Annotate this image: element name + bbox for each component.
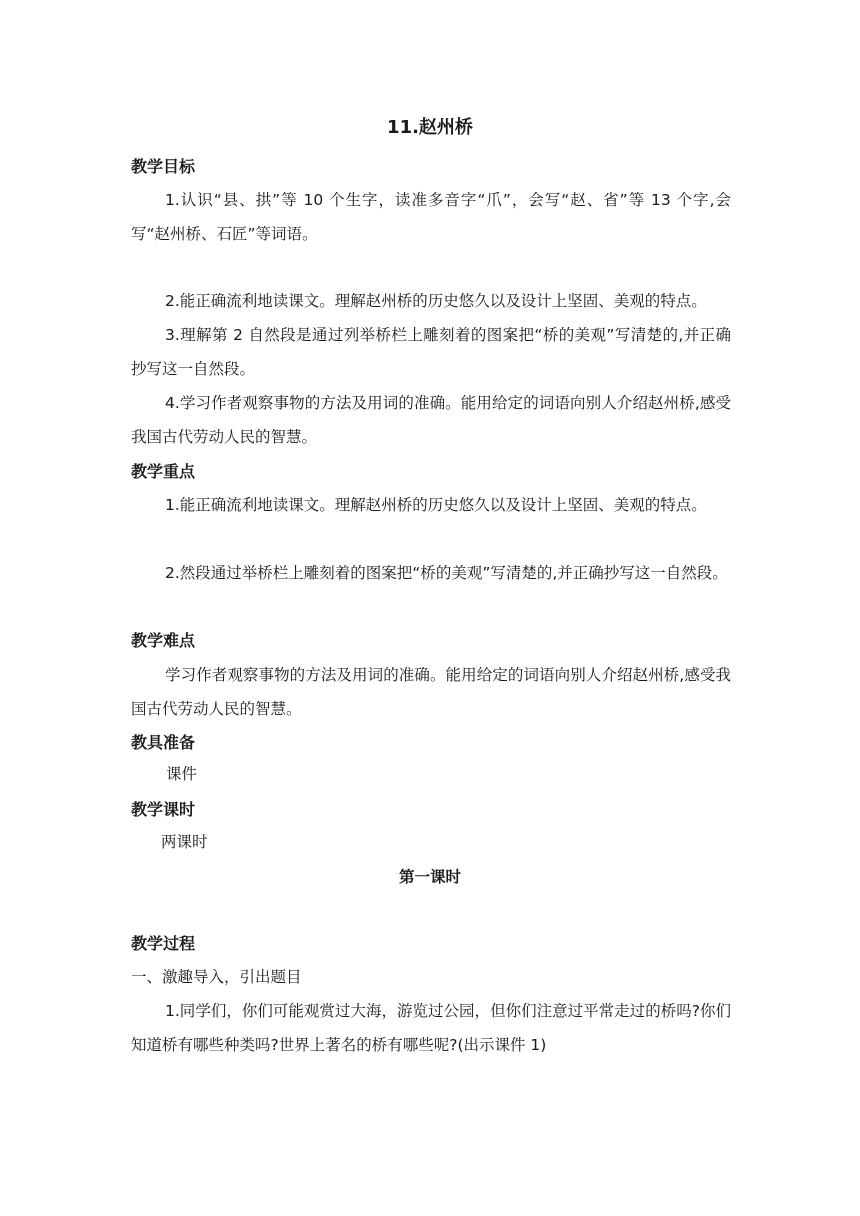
objective-item-2: 2.能正确流利地读课文。理解赵州桥的历史悠久以及设计上坚固、美观的特点。	[165, 292, 707, 310]
document-title: 11.赵州桥	[387, 117, 473, 138]
lesson-title: 第一课时	[398, 868, 461, 886]
process-step-1-item-1: 1.同学们，你们可能观赏过大海，游览过公园，但你们注意过平常走过的桥吗?你们知道桥有哪些种类吗?世界上著名的桥有哪些呢?(出示课件 1)	[131, 1002, 731, 1054]
hours-heading: 教学课时	[131, 800, 196, 819]
materials-heading: 教具准备	[131, 733, 196, 752]
objective-item-4: 4.学习作者观察事物的方法及用词的准确。能用给定的词语向别人介绍赵州桥,感受我国古代劳动人民的智慧。	[131, 394, 731, 446]
objective-item-1: 1.认识“县、拱”等 10 个生字，读准多音字“爪”，会写“赵、省”等 13 个字,会写“赵州桥、石匠”等词语。	[131, 191, 731, 243]
hours-text: 两课时	[161, 833, 208, 851]
materials-text: 课件	[166, 765, 198, 783]
process-step-1-title: 一、激趣导入，引出题目	[131, 968, 302, 986]
process-heading: 教学过程	[131, 934, 196, 953]
objective-item-3: 3.理解第 2 自然段是通过列举桥栏上雕刻着的图案把“桥的美观”写清楚的,并正确抄写这一自然段。	[131, 326, 731, 378]
difficulties-heading: 教学难点	[131, 631, 196, 650]
objectives-heading: 教学目标	[131, 157, 196, 176]
difficulties-text: 学习作者观察事物的方法及用词的准确。能用给定的词语向别人介绍赵州桥,感受我国古代劳动人民的智慧。	[131, 666, 731, 718]
key-points-heading: 教学重点	[131, 462, 196, 481]
key-point-item-1: 1.能正确流利地读课文。理解赵州桥的历史悠久以及设计上坚固、美观的特点。	[165, 496, 707, 514]
key-point-item-2: 2.然段通过举桥栏上雕刻着的图案把“桥的美观”写清楚的,并正确抄写这一自然段。	[165, 564, 728, 582]
